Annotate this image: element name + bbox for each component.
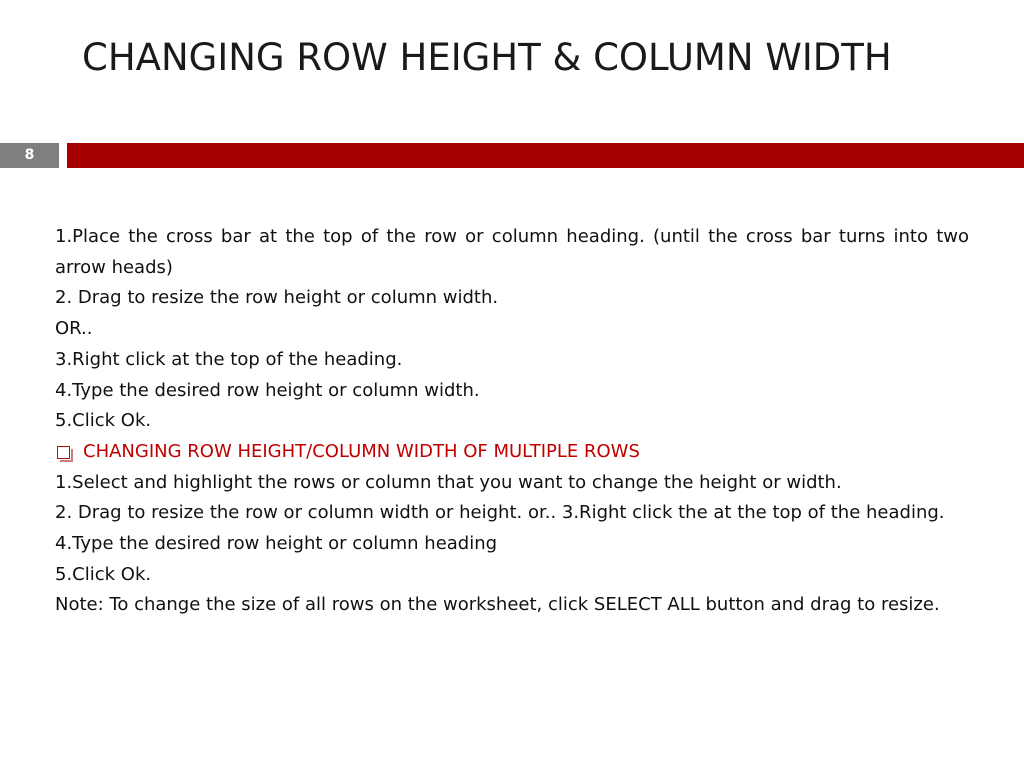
step-type-height: 4.Type the desired row height or column width. [55, 379, 480, 401]
multiple-rows-subheading [55, 437, 969, 468]
or-separator: OR.. [55, 318, 93, 340]
slide-title: CHANGING ROW HEIGHT & COLUMN WIDTH [82, 36, 892, 79]
step-drag-resize: 2. Drag to resize the row height or column width. [55, 287, 499, 309]
step-place-cross-bar: 1.Place the cross bar at the top of the row or column heading. (until the cross bar turns into two arrow heads) [55, 226, 969, 278]
slide-number: 8 [0, 143, 59, 168]
step-right-click: 3.Right click at the top of the heading. [55, 348, 403, 370]
title-accent-bar [67, 143, 1024, 168]
multi-step-type: 4.Type the desired row height or column heading [55, 533, 498, 555]
step-click-ok: 5.Click Ok. [55, 410, 152, 432]
checkbox-bullet-icon [57, 446, 70, 459]
subheading-text: CHANGING ROW HEIGHT/COLUMN WIDTH OF MULTIPLE ROWS [83, 440, 640, 462]
note-select-all: Note: To change the size of all rows on the worksheet, click SELECT ALL button and drag to resize. [55, 594, 940, 616]
multi-step-drag: 2. Drag to resize the row or column width or height. or.. 3.Right click the at the top of the heading. [55, 502, 945, 524]
multi-step-click-ok: 5.Click Ok. [55, 563, 152, 585]
multi-step-select: 1.Select and highlight the rows or column that you want to change the height or width. [55, 471, 842, 493]
slide-body [55, 222, 969, 621]
